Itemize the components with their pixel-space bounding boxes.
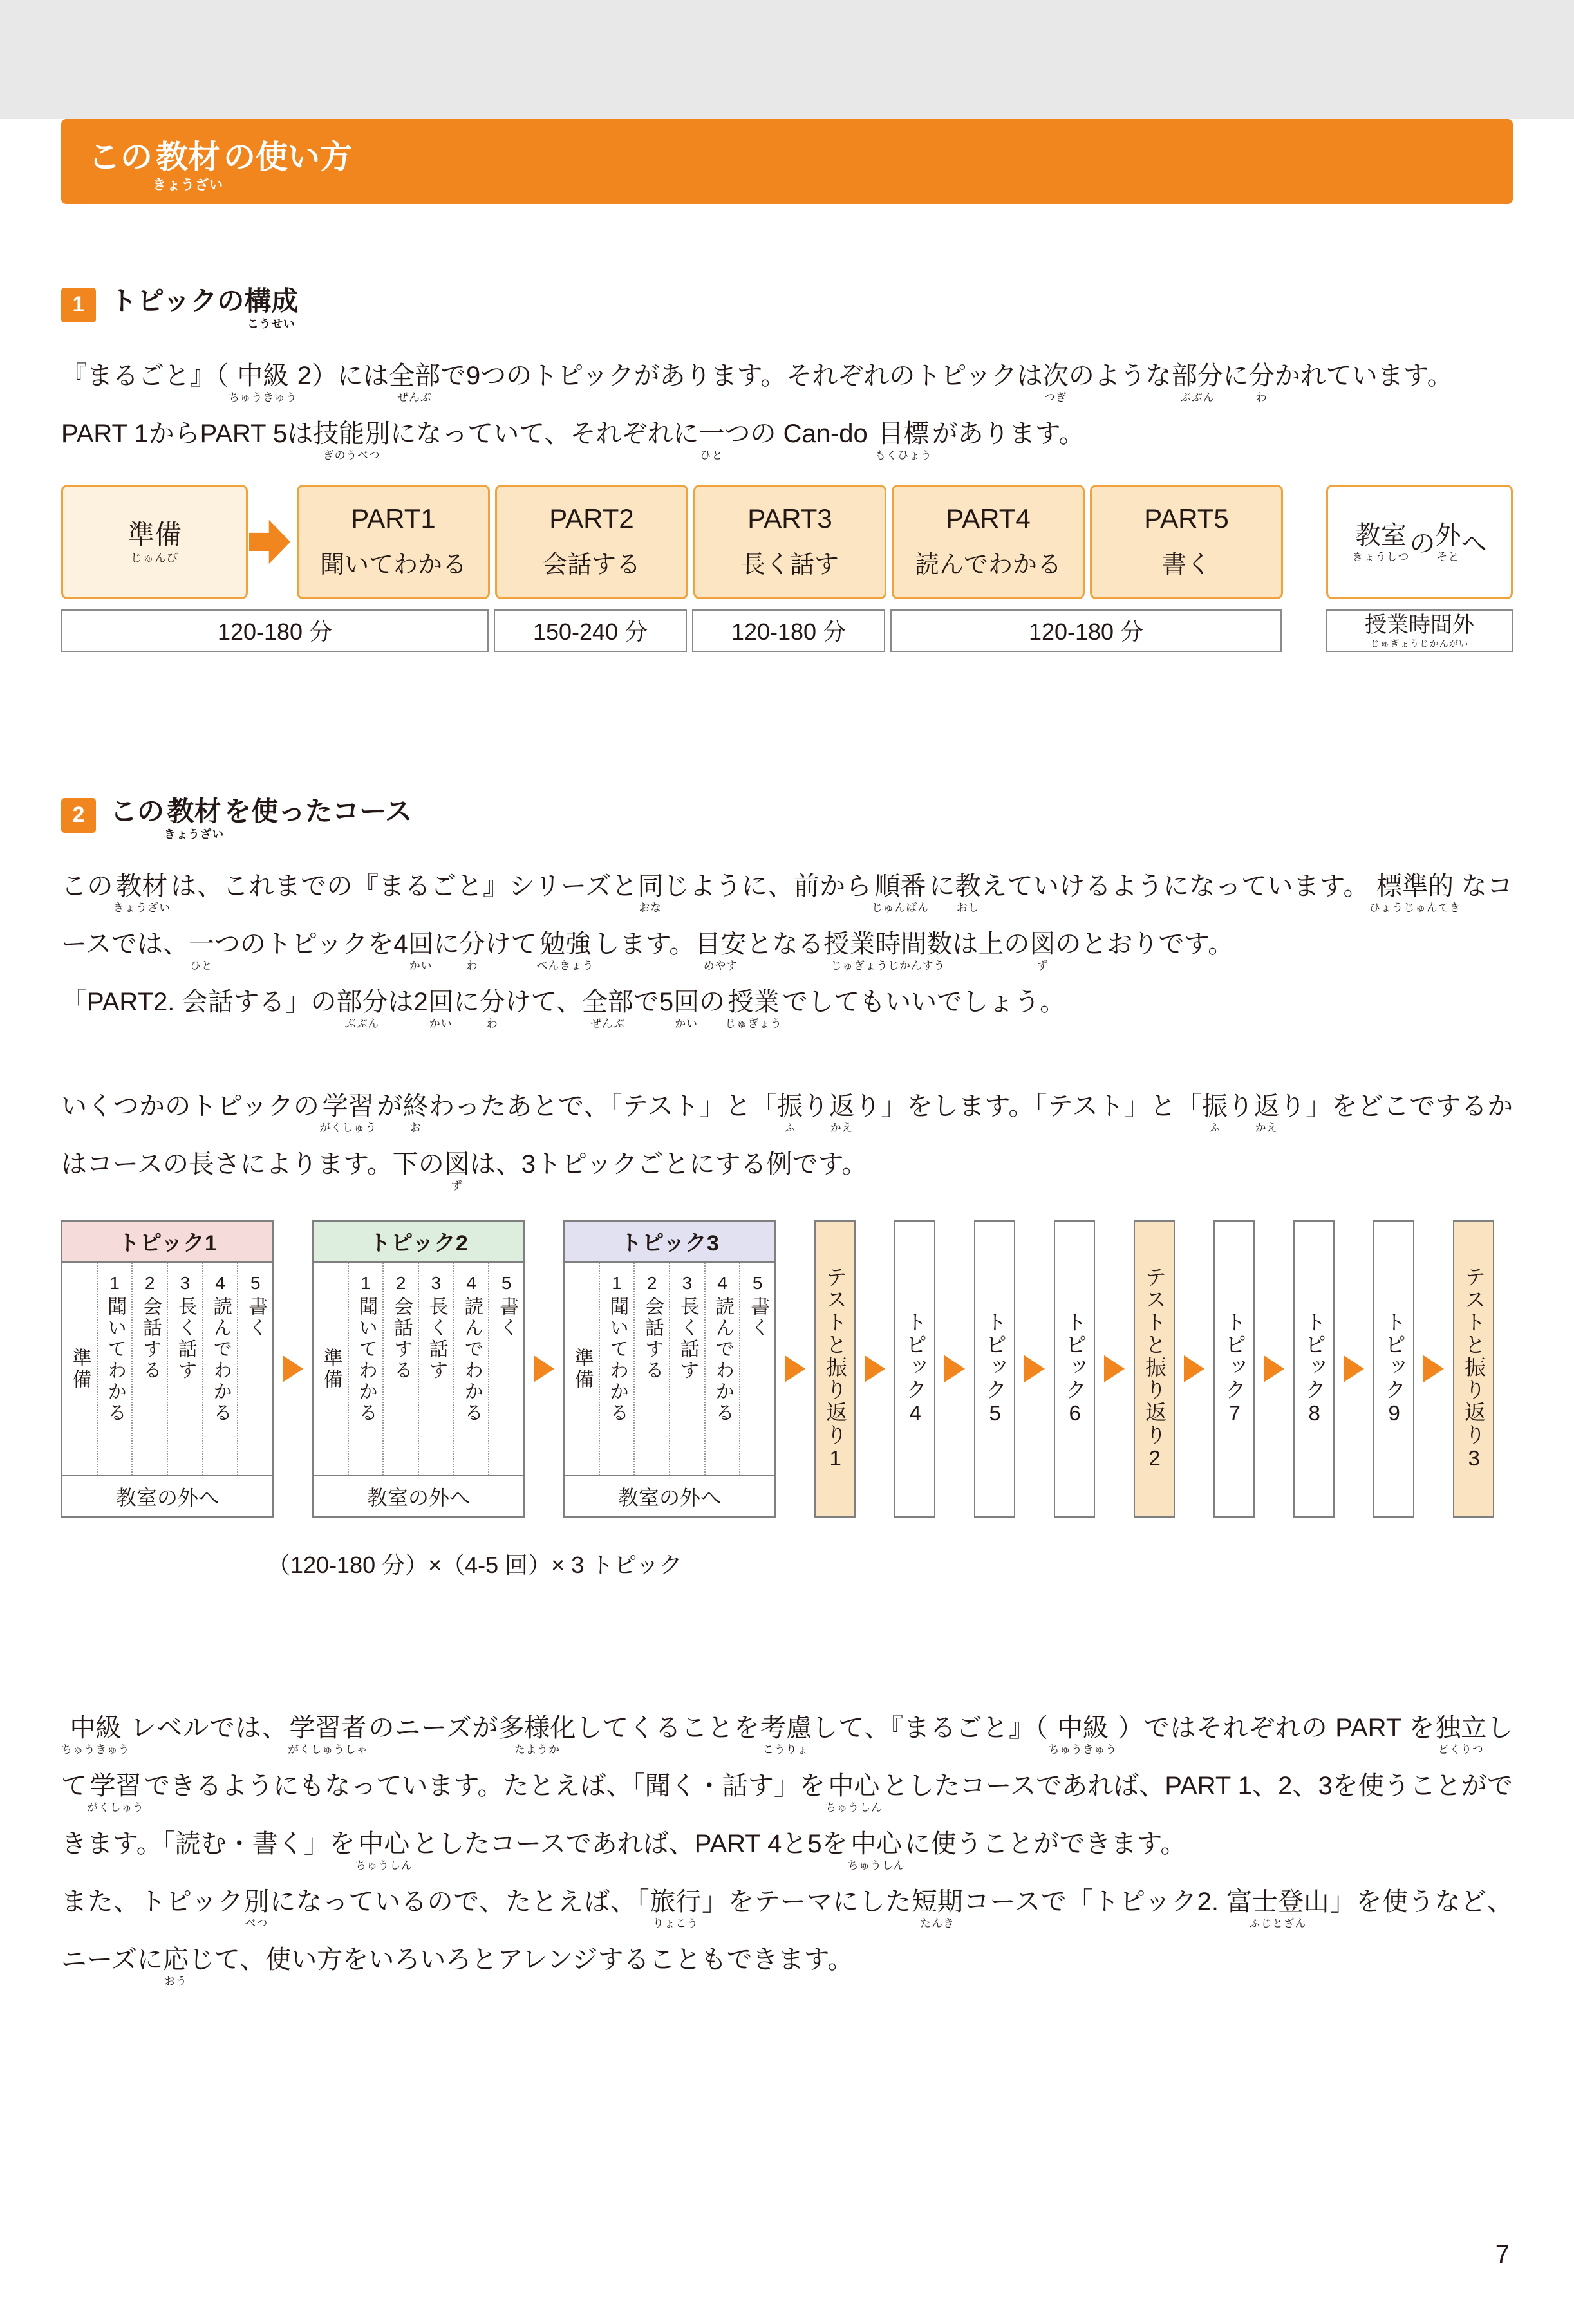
column-part3: 3 長く話す bbox=[669, 1263, 704, 1475]
column-part5: 5 書く bbox=[739, 1263, 774, 1475]
section-title: トピックの 構成 こうせい bbox=[110, 286, 299, 331]
paragraph: 中級 ちゅうきゅう レベルでは、 学習者 がくしゅうしゃ のニーズが 多様化 たようか してくることを 考慮 こうりょ して、『まるごと』（ 中級 ちゅうきゅう ）ではそれぞれの PART を 独立 どくりつ して 学習 がくしゅう できるようにもなっています。たとえば、「聞く・話す」を 中心 ちゅうしん としたコースであれば、PART 1、2、3を使うことができます。「読む・書く」を 中心 ちゅうしん としたコースであれば、PART 4と5を 中心 ちゅうしん に使うことができます。 bbox=[61, 1713, 1513, 1872]
part-skill: 会話する bbox=[542, 552, 641, 579]
column-part2: 2 会話する bbox=[131, 1263, 167, 1475]
paragraph: 『まるごと』（ 中級 ちゅうきゅう 2）には 全部 ぜんぶ で9つのトピックがあります。それぞれのトピックは 次 つぎ のような 部分 ぶぶん に 分 わ かれています。 bbox=[61, 361, 1453, 404]
page-number: 7 bbox=[1495, 2240, 1510, 2269]
part-name: PART4 bbox=[946, 503, 1031, 534]
time-row bbox=[61, 609, 1513, 652]
page bbox=[0, 119, 1574, 2324]
topic1-detail-box bbox=[61, 1220, 274, 1518]
part-name: PART1 bbox=[351, 503, 436, 534]
course-flow-diagram bbox=[61, 1220, 1513, 1580]
topic-footer: 教室の外へ bbox=[314, 1475, 523, 1516]
topic3-detail-box bbox=[563, 1220, 776, 1518]
arrow-right-icon bbox=[865, 1355, 885, 1382]
arrow-right-icon bbox=[785, 1355, 805, 1382]
part-skill: 聞いてわかる bbox=[319, 552, 467, 579]
arrow-right-icon bbox=[944, 1355, 965, 1382]
part4-box bbox=[892, 485, 1085, 599]
arrow-right-icon bbox=[1423, 1355, 1444, 1382]
time-box: 150-240 分 bbox=[494, 609, 687, 652]
time-box: 120-180 分 bbox=[692, 609, 885, 652]
section-heading bbox=[61, 790, 1513, 841]
arrow-right-icon bbox=[249, 517, 290, 567]
test-review-1-box: テストと振り返り1 bbox=[814, 1220, 856, 1518]
section-course bbox=[61, 790, 1513, 1989]
column-part5: 5 書く bbox=[237, 1263, 272, 1475]
arrow-right-icon bbox=[1344, 1355, 1364, 1382]
arrow-right-icon bbox=[1184, 1355, 1204, 1382]
preparation-box: 準備 じゅんび bbox=[61, 485, 248, 599]
topic2-detail-box bbox=[312, 1220, 525, 1518]
column-part3: 3 長く話す bbox=[418, 1263, 453, 1475]
topic-footer: 教室の外へ bbox=[62, 1475, 272, 1516]
section-number-badge: 1 bbox=[61, 288, 96, 322]
column-part2: 2 会話する bbox=[382, 1263, 418, 1475]
part-skill: 長く話す bbox=[740, 552, 839, 579]
column-prep: 準備 bbox=[69, 1347, 91, 1390]
section-heading bbox=[61, 280, 1513, 330]
arrow-right-icon bbox=[534, 1355, 554, 1382]
topic4-box: トピック4 bbox=[894, 1220, 935, 1518]
arrow-right-icon bbox=[1264, 1355, 1284, 1382]
topic-title: トピック3 bbox=[565, 1222, 774, 1263]
part-name: PART5 bbox=[1144, 503, 1229, 534]
paragraph: また、トピック 別 べつ になっているので、たとえば、「 旅行 りょこう 」をテーマにした 短期 たんき コースで「トピック2. 富士登山 ふじとざん 」を使うなど、ニーズに 応 おう じて、使い方をいろいろとアレンジすることもできます。 bbox=[61, 1887, 1513, 1987]
part5-box bbox=[1090, 485, 1283, 599]
page-title: この 教材 きょうざい の使い方 bbox=[88, 139, 352, 192]
test-review-3-box: テストと振り返り3 bbox=[1453, 1220, 1494, 1518]
part2-box bbox=[495, 485, 688, 599]
topic-title: トピック1 bbox=[62, 1222, 272, 1263]
topic-footer: 教室の外へ bbox=[565, 1475, 774, 1516]
column-part1: 1 聞いてわかる bbox=[348, 1263, 383, 1475]
arrow-right-icon bbox=[283, 1355, 303, 1382]
topic-structure-diagram bbox=[61, 485, 1513, 652]
column-part1: 1 聞いてわかる bbox=[97, 1263, 132, 1475]
column-part2: 2 会話する bbox=[633, 1263, 669, 1475]
part1-box bbox=[297, 485, 490, 599]
topic-title: トピック2 bbox=[314, 1222, 523, 1263]
paragraph: PART 1からPART 5は 技能別 ぎのうべつ になっていて、それぞれに 一 ひと つの Can-do 目標 もくひょう があります。 bbox=[61, 419, 1085, 461]
section-topic-structure bbox=[61, 280, 1513, 652]
section-number-badge: 2 bbox=[61, 798, 96, 833]
column-part1: 1 聞いてわかる bbox=[599, 1263, 634, 1475]
topic-columns bbox=[565, 1263, 774, 1475]
course-flow-row bbox=[61, 1220, 1513, 1518]
column-part3: 3 長く話す bbox=[167, 1263, 202, 1475]
topic8-box: トピック8 bbox=[1293, 1220, 1335, 1518]
column-prep: 準備 bbox=[320, 1347, 342, 1390]
topic-columns bbox=[62, 1263, 272, 1475]
arrow-right-icon bbox=[1024, 1355, 1045, 1382]
time-box: 120-180 分 bbox=[61, 609, 489, 652]
diagram-caption: （120-180 分）×（4-5 回）× 3 トピック bbox=[267, 1551, 682, 1578]
column-part5: 5 書く bbox=[488, 1263, 523, 1475]
column-part4: 4 読んでわかる bbox=[453, 1263, 489, 1475]
topic-columns bbox=[314, 1263, 523, 1475]
arrow-right-icon bbox=[1104, 1355, 1125, 1382]
topic9-box: トピック9 bbox=[1373, 1220, 1414, 1518]
part-skill: 読んでわかる bbox=[914, 552, 1062, 579]
page-banner bbox=[61, 119, 1513, 204]
time-box: 120-180 分 bbox=[890, 609, 1282, 652]
paragraph: この 教材 きょうざい は、これまでの『まるごと』シリーズと 同 おな じように、前から 順番 じゅんばん に 教 おし えていけるようになっています。 標準的 ひょうじゅんてき なコースでは、 一 ひと つのトピックを4 回 かい に 分 わ けて 勉強 べんきょう します。 目安 めやす となる 授業時間数 じゅぎょうじかんすう は上の 図 ず のとおりです。 bbox=[61, 871, 1513, 972]
column-prep: 準備 bbox=[571, 1347, 593, 1390]
column-part4: 4 読んでわかる bbox=[202, 1263, 238, 1475]
paragraph: いくつかのトピックの 学習 がくしゅう が 終 お わったあとで、「テスト」と「 振 ふ り 返 かえ り」をします。「テスト」と「 振 ふ り 返 かえ り」をどこでするかはコースの長さによります。下の 図 ず は、3トピックごとにする例です。 bbox=[61, 1092, 1513, 1192]
part3-box bbox=[693, 485, 886, 599]
part-flow-row bbox=[61, 485, 1513, 599]
part-name: PART3 bbox=[747, 503, 832, 534]
topic6-box: トピック6 bbox=[1054, 1220, 1095, 1518]
section-title: この 教材 きょうざい を使ったコース bbox=[110, 795, 413, 841]
outside-time-box: 授業時間外 じゅぎょうじかんがい bbox=[1326, 609, 1513, 652]
paragraph: 「PART2. 会話する」の 部分 ぶぶん は2 回 かい に 分 わ けて、 全部 ぜんぶ で5 回 かい の 授業 じゅぎょう でしてもいいでしょう。 bbox=[61, 987, 1066, 1030]
outside-classroom-box: 教室 きょうしつ の 外 そと へ bbox=[1326, 485, 1513, 599]
column-part4: 4 読んでわかる bbox=[704, 1263, 740, 1475]
part-skill: 書く bbox=[1161, 552, 1211, 579]
part-name: PART2 bbox=[549, 503, 634, 534]
test-review-2-box: テストと振り返り2 bbox=[1134, 1220, 1175, 1518]
topic7-box: トピック7 bbox=[1213, 1220, 1255, 1518]
topic5-box: トピック5 bbox=[974, 1220, 1015, 1518]
